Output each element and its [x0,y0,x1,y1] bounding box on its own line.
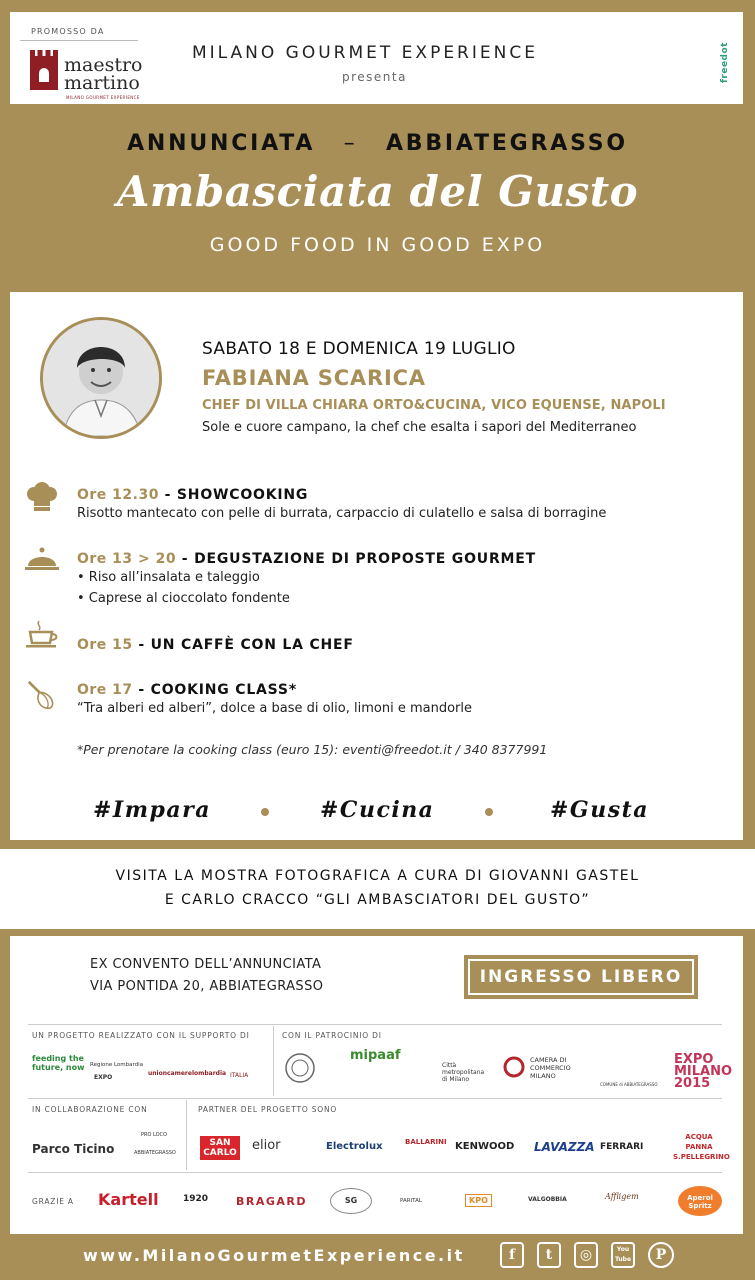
event-time: Ore 17 [77,682,133,698]
parco-ticino-logo: Parco Ticino [32,1142,115,1156]
maestro-martino-tower-icon [30,56,58,90]
promosso-label: PROMOSSO DA [31,27,105,36]
instagram-icon[interactable]: ◎ [574,1242,598,1268]
hashtag-gusta: #Gusta [550,797,650,823]
event-caffe [77,634,354,653]
event-cooking-class [77,679,297,698]
pinterest-icon[interactable]: P [648,1242,674,1268]
event-time: Ore 15 [77,637,133,653]
camera-commercio-logo: CAMERA DI COMMERCIO MILANO [530,1056,571,1080]
event-degustazione [77,548,536,567]
cloche-icon [25,544,59,574]
regione-lombardia-logo: Regione Lombardia [90,1062,144,1068]
electrolux-logo: Electrolux [326,1141,383,1152]
brand-line2: martino [64,72,140,94]
support-label: UN PROGETTO REALIZZATO CON IL SUPPORTO DI [32,1031,250,1040]
event-showcooking [77,484,308,503]
elior-logo: elior [252,1138,281,1153]
partner-label: PARTNER DEL PROGETTO SONO [198,1105,338,1114]
banner-title: Ambasciata del Gusto [116,167,639,216]
main-panel [10,292,743,840]
website-link[interactable]: www.MilanoGourmetExperience.it [83,1246,465,1265]
chef-name: FABIANA SCARICA [202,366,426,390]
header [10,12,743,104]
event-title: - DEGUSTAZIONE DI PROPOSTE GOURMET [176,551,536,567]
pro-loco-logo: PRO LOCO ABBIATEGRASSO [134,1132,176,1156]
address-line1: EX CONVENTO DELL’ANNUNCIATA [90,957,322,972]
event-title: - COOKING CLASS* [132,682,297,698]
lavazza-logo: LAVAZZA [534,1140,595,1154]
collab-label: IN COLLABORAZIONE CON [32,1105,148,1114]
repubblica-emblem-icon [284,1052,316,1084]
feeding-logo: feeding the future, now [32,1054,85,1072]
expo-milano-logo: EXPO MILANO 2015 [674,1052,733,1091]
location-right: ABBIATEGRASSO [385,131,628,156]
unioncamere-logo: unioncamerelombardia [148,1070,227,1077]
ferrari-logo: FERRARI [600,1142,644,1152]
youtube-icon[interactable]: You Tube [611,1242,635,1268]
kenwood-logo: KENWOOD [455,1141,515,1152]
booking-note: *Per prenotare la cooking class (euro 15): eventi@freedot.it / 340 8377991 [77,742,548,757]
event-text: • Riso all’insalata e taleggio [77,570,260,585]
divider [186,1100,187,1170]
brand-line1: maestro [64,54,143,76]
address-line2: VIA PONTIDA 20, ABBIATEGRASSO [90,979,324,994]
exhibit-line1: VISITA LA MOSTRA FOTOGRAFICA A CURA DI GIOVANNI GASTEL [115,868,640,884]
twitter-icon[interactable]: t [537,1242,561,1268]
divider [273,1026,274,1096]
event-dates: SABATO 18 E DOMENICA 19 LUGLIO [202,339,516,359]
san-carlo-logo: SAN CARLO [200,1136,240,1160]
hashtag-separator [485,808,493,816]
promosso-divider [20,40,138,41]
aperol-spritz-logo: Aperol Spritz [678,1186,722,1216]
divider [28,1098,722,1099]
camera-commercio-icon [503,1056,525,1078]
mipaaf-logo: mipaaf [350,1048,401,1063]
event-title: - SHOWCOOKING [158,487,309,503]
kartell-logo: Kartell [98,1190,159,1209]
chef-role: CHEF DI VILLA CHIARA ORTO&CUCINA, VICO EQUENSE, NAPOLI [202,398,666,413]
divider [28,1172,722,1173]
ingresso-libero-badge: INGRESSO LIBERO [464,955,698,999]
chef-hat-icon [25,482,59,512]
hashtag-impara: #Impara [93,797,211,823]
event-time: Ore 13 > 20 [77,551,177,567]
chef-description: Sole e cuore campano, la chef che esalta i sapori del Mediterraneo [202,420,637,435]
expo-small-logo: EXPO [94,1074,113,1081]
location-dash: – [343,131,358,156]
event-text: Risotto mantecato con pelle di burrata, carpaccio di culatello e salsa di borragine [77,506,607,521]
event-time: Ore 12.30 [77,487,159,503]
event-text: “Tra alberi ed alberi”, dolce a base di olio, limoni e mandorle [77,701,472,716]
parital-logo: PARITAL [400,1198,422,1204]
sg-logo: SG [330,1188,372,1214]
valgobbia-logo: VALGOBBIA [528,1196,567,1203]
kpo-logo: KPO [465,1194,492,1207]
event-title: - UN CAFFÈ CON LA CHEF [132,637,354,653]
grazie-label: GRAZIE A [32,1197,74,1206]
acqua-panna-logo: ACQUA PANNA S.PELLEGRINO [673,1133,730,1161]
facebook-icon[interactable]: f [500,1242,524,1268]
patrocinio-label: CON IL PATROCINIO DI [282,1031,382,1040]
exhibit-line2: E CARLO CRACCO “GLI AMBASCIATORI DEL GUSTO” [164,892,591,908]
event-text: • Caprese al cioccolato fondente [77,591,290,606]
divider [28,1024,722,1025]
hashtag-cucina: #Cucina [320,797,435,823]
presenta-label: presenta [342,70,407,84]
comune-abbiategrasso-logo: COMUNE di ABBIATEGRASSO [600,1082,658,1087]
affligem-logo: Affligem [605,1192,639,1201]
ballarini-logo: BALLARINI [405,1138,447,1146]
location-left: ANNUNCIATA [127,131,316,156]
chef-photo [40,317,162,439]
info-panel [10,936,743,1234]
whisk-icon [25,680,59,710]
banner-location [0,131,755,156]
1920-logo: 1920 [183,1194,209,1204]
banner-subtitle: GOOD FOOD IN GOOD EXPO [209,234,546,256]
coffee-cup-icon [25,619,59,649]
header-title: MILANO GOURMET EXPERIENCE [192,43,538,63]
freedot-logo: freedot [720,42,730,83]
brand-sub: MILANO GOURMET EXPERIENCE [66,95,140,100]
hashtag-separator [261,808,269,816]
citta-metropolitana-logo: Città metropolitana di Milano [442,1062,485,1083]
exhibit-panel [0,849,755,929]
italia-logo: ITALIA [230,1072,249,1079]
bragard-logo: BRAGARD [236,1195,308,1208]
